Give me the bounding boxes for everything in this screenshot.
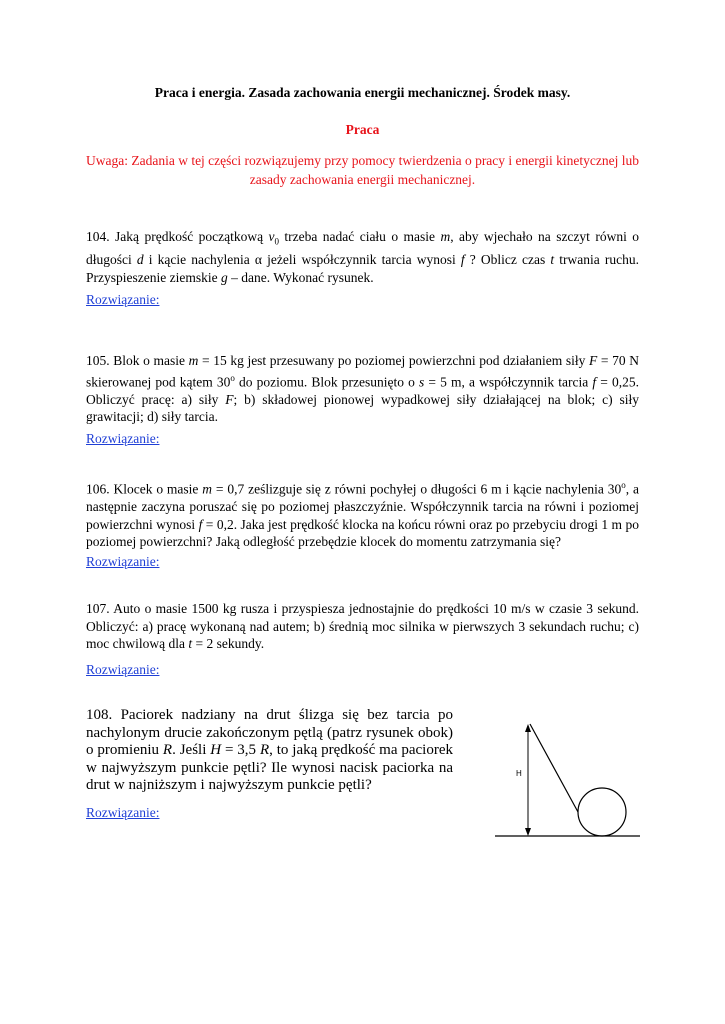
loop-figure: [490, 710, 650, 845]
problem-106: 106. Klocek o masie m = 0,7 ześlizguje się z równi pochyłej o długości 6 m i kącie nachylenia 30$^o$, a następnie zaczyna poruszać się po poziomej płaszczyźnie. Współczynnik tarcia na równi i poziomej powierzchni wynosi f = 0,2. Jaka jest prędkość klocka na końcu równi oraz po przebyciu drogi 1 m po poziomej powierzchni? Jaką odległość przebędzie klocek do momentu zatrzymania się?: [86, 480, 639, 549]
solution-link-105[interactable]: Rozwiązanie:: [86, 431, 160, 446]
solution-link-108[interactable]: Rozwiązanie:: [86, 805, 160, 820]
problem-107: 107. Auto o masie 1500 kg rusza i przyspiesza jednostajnie do prędkości 10 m/s w czasie 3 sekund. Obliczyć: a) pracę wykonaną nad autem; b) średnią moc silnika w pierwszych 3 sekundach ruchu; c) moc chwilową dla t = 2 sekundy.: [86, 601, 639, 651]
solution-link-107[interactable]: Rozwiązanie:: [86, 662, 160, 677]
height-label: H: [516, 769, 522, 778]
solution-link-104[interactable]: Rozwiązanie:: [86, 292, 160, 307]
height-arrow-bottom: [525, 828, 531, 836]
solution-link-106[interactable]: Rozwiązanie:: [86, 554, 160, 569]
wire-loop: [578, 788, 626, 836]
incline-wire: [530, 724, 578, 812]
problem-108: 108. Paciorek nadziany na drut ślizga się bez tarcia po nachylonym drucie zakończonym pętlą (patrz rysunek obok) o promieniu R. Jeśli H = 3,5 R, to jaką prędkość ma paciorek w najwyższym punkcie pętli? Ile wynosi nacisk paciorka na drut w najniższym i najwyższym punkcie pętli?: [86, 707, 453, 793]
problem-105: 105. Blok o masie m = 15 kg jest przesuwany po poziomej powierzchni pod działaniem siły F = 70 N skierowanej pod kątem 30$^o$ do poziomu. Blok przesunięto o s = 5 m, a współczynnik tarcia f = 0,25. Obliczyć pracę: a) siły F; b) składowej pionowej wypadkowej siły działającej na blok; c) siły grawitacji; d) siły tarcia.: [86, 353, 639, 424]
section-heading: Praca: [345, 122, 380, 137]
document-title: Praca i energia. Zasada zachowania energii mechanicznej. Środek masy.: [154, 85, 571, 100]
section-note: Uwaga: Zadania w tej części rozwiązujemy przy pomocy twierdzenia o pracy i energii kinetycznej lub zasady zachowania energii mechanicznej.: [85, 153, 640, 187]
problem-104: 104. Jaką prędkość początkową $v_0$ trzeba nadać ciału o masie m, aby wjechało na szczyt równi o długości d i kącie nachylenia α jeżeli współczynnik tarcia wynosi f ? Oblicz czas t trwania ruchu. Przyspieszenie ziemskie g – dane. Wykonać rysunek.: [86, 229, 640, 285]
